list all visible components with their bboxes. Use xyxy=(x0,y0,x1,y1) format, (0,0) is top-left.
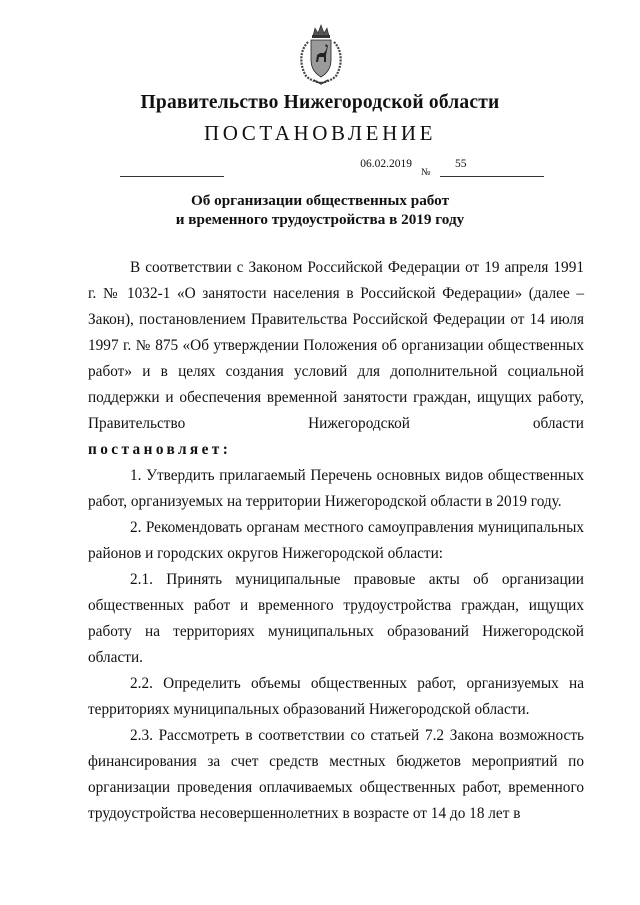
number-underline xyxy=(440,176,544,177)
paragraph-1: 1. Утвердить прилагаемый Перечень основных видов общественных работ, организуемых на территории Нижегородской области в 2019 году. xyxy=(88,467,584,510)
heading-line-1: Об организации общественных работ xyxy=(190,192,450,209)
document-heading xyxy=(0,191,640,229)
blank-line xyxy=(120,176,224,177)
decree-word: постановляет: xyxy=(88,441,232,458)
paragraph-2: 2. Рекомендовать органам местного самоуправления муниципальных районов и городских округов Нижегородской области: xyxy=(88,519,584,562)
government-title: Правительство Нижегородской области xyxy=(140,92,500,113)
document-date: 06.02.2019 xyxy=(360,158,412,170)
paragraph-2-3: 2.3. Рассмотреть в соответствии со статьей 7.2 Закона возможность финансирования за счет средств местных бюджетов мероприятий по организации проведения оплачиваемых общественных работ, временного трудоустройства несовершеннолетних в возрасте от 14 до 18 лет в xyxy=(88,727,584,822)
paragraph-2-1: 2.1. Принять муниципальные правовые акты об организации общественных работ и временного трудоустройства граждан, ищущих работу на территориях муниципальных образований Нижегородской области. xyxy=(88,571,584,666)
coat-of-arms-icon xyxy=(296,22,346,86)
preamble-paragraph: В соответствии с Законом Российской Федерации от 19 апреля 1991 г. № 1032-1 «О занятости населения в Российской Федерации» (далее – Закон), постановлением Правительства Российской Федерации от 14 июля 1997 г. № 875 «Об утверждении Положения об организации общественных работ» и в целях создания условий для дополнительной социальной поддержки и обеспечения временной занятости граждан, ищущих работу, Правительство Нижегородской области xyxy=(88,259,584,432)
heading-line-2: и временного трудоустройства в 2019 году xyxy=(175,211,465,228)
number-sign: № xyxy=(421,167,431,178)
document-type: ПОСТАНОВЛЕНИЕ xyxy=(203,121,437,145)
decree-line xyxy=(88,437,584,463)
document-number: 55 xyxy=(455,158,467,170)
document-meta xyxy=(0,156,640,186)
paragraph-2-2: 2.2. Определить объемы общественных работ, организуемых на территориях муниципальных образований Нижегородской области. xyxy=(88,675,584,718)
document-body xyxy=(88,255,584,827)
